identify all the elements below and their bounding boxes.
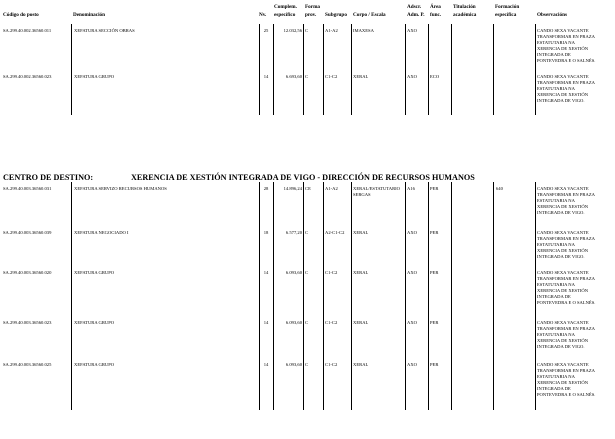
cell-adscricion: AXO	[407, 270, 417, 275]
cell-adscricion: AXO	[407, 230, 417, 235]
cell-obs-6: PONTEVEDRA E O SALNÉS.	[537, 392, 596, 397]
cell-codigo: SA.299.40.003.36560.020	[3, 270, 52, 275]
cell-obs-1: CANDO SEXA VACANTE	[537, 362, 589, 367]
cell-obs-1: CANDO SEXA VACANTE	[537, 230, 589, 235]
cell-codigo: SA.299.40.002.36560.011	[3, 28, 52, 33]
rule-bottom	[428, 182, 429, 410]
cell-denominacion: XEFATURA SECCIÓN OBRAS	[74, 28, 135, 33]
cell-obs-1: CANDO SEXA VACANTE	[537, 186, 589, 191]
cell-obs-2: TRANSFORMAR EN PRAZA	[537, 326, 595, 331]
rule-bottom	[451, 182, 452, 410]
cell-obs-3: ESTATUTARIA NA	[537, 282, 575, 287]
cell-adscricion: AXO	[407, 320, 417, 325]
header-observacions: Observacións	[537, 12, 567, 18]
cell-obs-4: XERENCIA DE XESTIÓN	[537, 380, 589, 385]
cell-obs-1: CANDO SEXA VACANTE	[537, 74, 589, 79]
cell-obs-3: ESTATUTARIA NA	[537, 40, 575, 45]
cell-nivel: 28	[263, 186, 269, 191]
cell-nivel: 14	[263, 362, 269, 367]
cell-corpo-1: XERAL/ESTATUTARIO	[353, 186, 400, 191]
cell-complemento: 12.032,56	[283, 28, 302, 33]
header-forma-1: Forma	[305, 4, 320, 10]
cell-corpo: XERAL	[353, 230, 369, 235]
cell-obs-6: PONTEVEDRA E O SALNÉS.	[537, 58, 596, 63]
header-area-1: Área	[430, 4, 441, 10]
cell-forma: C	[305, 230, 309, 235]
rule-bottom	[535, 182, 536, 410]
cell-denominacion: XEFATURA GRUPO	[74, 74, 115, 79]
cell-obs-2: TRANSFORMAR EN PRAZA	[537, 34, 595, 39]
cell-corpo: IMAXESA	[353, 28, 374, 33]
cell-denominacion: XEFATURA GRUPO	[74, 362, 115, 367]
cell-area: PER	[430, 186, 439, 191]
cell-adscricion: AXO	[407, 74, 417, 79]
header-forma-2: prov.	[305, 12, 317, 18]
cell-nivel: 25	[263, 28, 269, 33]
cell-obs-4: XERENCIA DE XESTIÓN	[537, 338, 589, 343]
cell-corpo: XERAL	[353, 74, 369, 79]
cell-formacion: 640	[496, 186, 503, 191]
cell-area: ECO	[430, 74, 440, 79]
cell-obs-2: TRANSFORMAR EN PRAZA	[537, 236, 595, 241]
cell-forma: C	[305, 270, 309, 275]
cell-adscricion: AXO	[407, 362, 417, 367]
cell-nivel: 18	[263, 230, 269, 235]
cell-subgrupo: C1-C2	[325, 270, 338, 275]
rule-bottom	[303, 182, 304, 410]
cell-obs-2: TRANSFORMAR EN PRAZA	[537, 80, 595, 85]
cell-obs-5: INTEGRADA DE	[537, 386, 571, 391]
cell-obs-2: TRANSFORMAR EN PRAZA	[537, 276, 595, 281]
cell-obs-4: XERENCIA DE XESTIÓN	[537, 248, 589, 253]
cell-nivel: 14	[263, 74, 269, 79]
cell-corpo-2: SERGAS	[353, 192, 371, 197]
cell-obs-3: ESTATUTARIA NA	[537, 198, 575, 203]
header-adscricion-2: Adm. P.	[407, 12, 425, 18]
rule-bottom	[259, 182, 260, 410]
rule-top	[259, 24, 260, 115]
cell-area: PER	[430, 362, 439, 367]
cell-area: PER	[430, 320, 439, 325]
rule-top	[351, 24, 352, 115]
rule-bottom	[351, 182, 352, 410]
cell-obs-5: INTEGRADA DE	[537, 52, 571, 57]
cell-corpo: XERAL	[353, 270, 369, 275]
rule-top	[71, 24, 72, 115]
cell-obs-5: INTEGRADA DE VIGO.	[537, 98, 585, 103]
cell-complemento: 6.093,60	[285, 362, 302, 367]
cell-obs-3: ESTATUTARIA NA	[537, 332, 575, 337]
cell-area: PER	[430, 270, 439, 275]
cell-obs-5: INTEGRADA DE VIGO.	[537, 344, 585, 349]
rule-bottom	[405, 182, 406, 410]
rule-top	[303, 24, 304, 115]
cell-subgrupo: A1-A2	[325, 28, 338, 33]
cell-subgrupo: C1-C2	[325, 362, 338, 367]
cell-denominacion: XEFATURA GRUPO	[74, 320, 115, 325]
cell-nivel: 14	[263, 270, 269, 275]
rule-bottom	[493, 182, 494, 410]
cell-codigo: SA.299.40.003.36560.025	[3, 362, 52, 367]
cell-codigo: SA.299.40.003.36560.039	[3, 230, 52, 235]
cell-subgrupo: C1-C2	[325, 74, 338, 79]
cell-obs-5: INTEGRADA DE VIGO.	[537, 210, 585, 215]
cell-obs-3: ESTATUTARIA NA	[537, 86, 575, 91]
cell-forma: C	[305, 320, 309, 325]
cell-obs-4: XERENCIA DE XESTIÓN	[537, 46, 589, 51]
header-titulacion-2: académica	[453, 12, 477, 18]
cell-forma: C	[305, 74, 309, 79]
cell-denominacion: XEFATURA GRUPO	[74, 270, 115, 275]
cell-forma: C	[305, 362, 309, 367]
cell-subgrupo: C1-C2	[325, 320, 338, 325]
cell-obs-6: PONTEVEDRA E O SALNÉS.	[537, 300, 596, 305]
cell-subgrupo: A1-A2	[325, 186, 338, 191]
cell-forma: C	[305, 28, 309, 33]
cell-obs-4: XERENCIA DE XESTIÓN	[537, 92, 589, 97]
header-corpo: Corpo / Escala	[353, 12, 386, 18]
rule-top	[493, 24, 494, 115]
cell-denominacion: XEFATURA NEGOCIADO I	[74, 230, 129, 235]
cell-obs-1: CANDO SEXA VACANTE	[537, 270, 589, 275]
header-formacion-1: Formación	[495, 4, 520, 10]
cell-complemento: 14.896,24	[283, 186, 302, 191]
section-label: CENTRO DE DESTINO:	[3, 173, 94, 182]
cell-corpo: XERAL	[353, 320, 369, 325]
header-adscricion-1: Adscr.	[407, 4, 422, 10]
cell-corpo: XERAL	[353, 362, 369, 367]
cell-complemento: 6.093,60	[285, 320, 302, 325]
cell-complemento: 6.577,20	[285, 230, 302, 235]
cell-codigo: SA.299.40.003.36560.031	[3, 186, 52, 191]
cell-obs-5: INTEGRADA DE VIGO.	[537, 254, 585, 259]
cell-obs-3: ESTATUTARIA NA	[537, 242, 575, 247]
cell-obs-1: CANDO SEXA VACANTE	[537, 28, 589, 33]
cell-codigo: SA.299.40.003.36560.023	[3, 320, 52, 325]
cell-obs-1: CANDO SEXA VACANTE	[537, 320, 589, 325]
cell-forma: CE	[305, 186, 311, 191]
cell-obs-4: XERENCIA DE XESTIÓN	[537, 288, 589, 293]
rule-bottom	[323, 182, 324, 410]
rule-top	[428, 24, 429, 115]
section-title: XERENCIA DE XESTIÓN INTEGRADA DE VIGO - DIRECCIÓN DE RECURSOS HUMANOS	[131, 173, 475, 182]
cell-codigo: SA.299.40.002.36560.023	[3, 74, 52, 79]
cell-adscricion: A16	[407, 186, 415, 191]
cell-area: PER	[430, 230, 439, 235]
header-codigo: Código do posto	[3, 12, 39, 18]
cell-obs-4: XERENCIA DE XESTIÓN	[537, 204, 589, 209]
rule-top	[535, 24, 536, 115]
rule-top	[451, 24, 452, 115]
rule-top	[405, 24, 406, 115]
rule-bottom	[273, 182, 274, 410]
header-denominacion: Denominación	[73, 12, 105, 18]
header-formacion-2: específica	[495, 12, 517, 18]
header-complemento-2: específico	[274, 12, 296, 18]
cell-complemento: 6.093,60	[285, 270, 302, 275]
header-complemento-1: Complem.	[274, 4, 297, 10]
header-nivel: Nv.	[259, 12, 267, 18]
rule-top	[323, 24, 324, 115]
cell-obs-2: TRANSFORMAR EN PRAZA	[537, 368, 595, 373]
header-titulacion-1: Titulación	[453, 4, 476, 10]
cell-denominacion: XEFATURA SERVIZO RECURSOS HUMANOS	[74, 186, 167, 191]
cell-adscricion: AXO	[407, 28, 417, 33]
rule-bottom	[71, 182, 72, 410]
cell-obs-2: TRANSFORMAR EN PRAZA	[537, 192, 595, 197]
cell-obs-3: ESTATUTARIA NA	[537, 374, 575, 379]
cell-obs-5: INTEGRADA DE	[537, 294, 571, 299]
header-area-2: func.	[430, 12, 442, 18]
cell-complemento: 6.693,60	[285, 74, 302, 79]
header-subgrupo: Subgrupo	[325, 12, 347, 18]
cell-subgrupo: A2-C1-C2	[325, 230, 345, 235]
cell-nivel: 14	[263, 320, 269, 325]
rule-top	[273, 24, 274, 115]
